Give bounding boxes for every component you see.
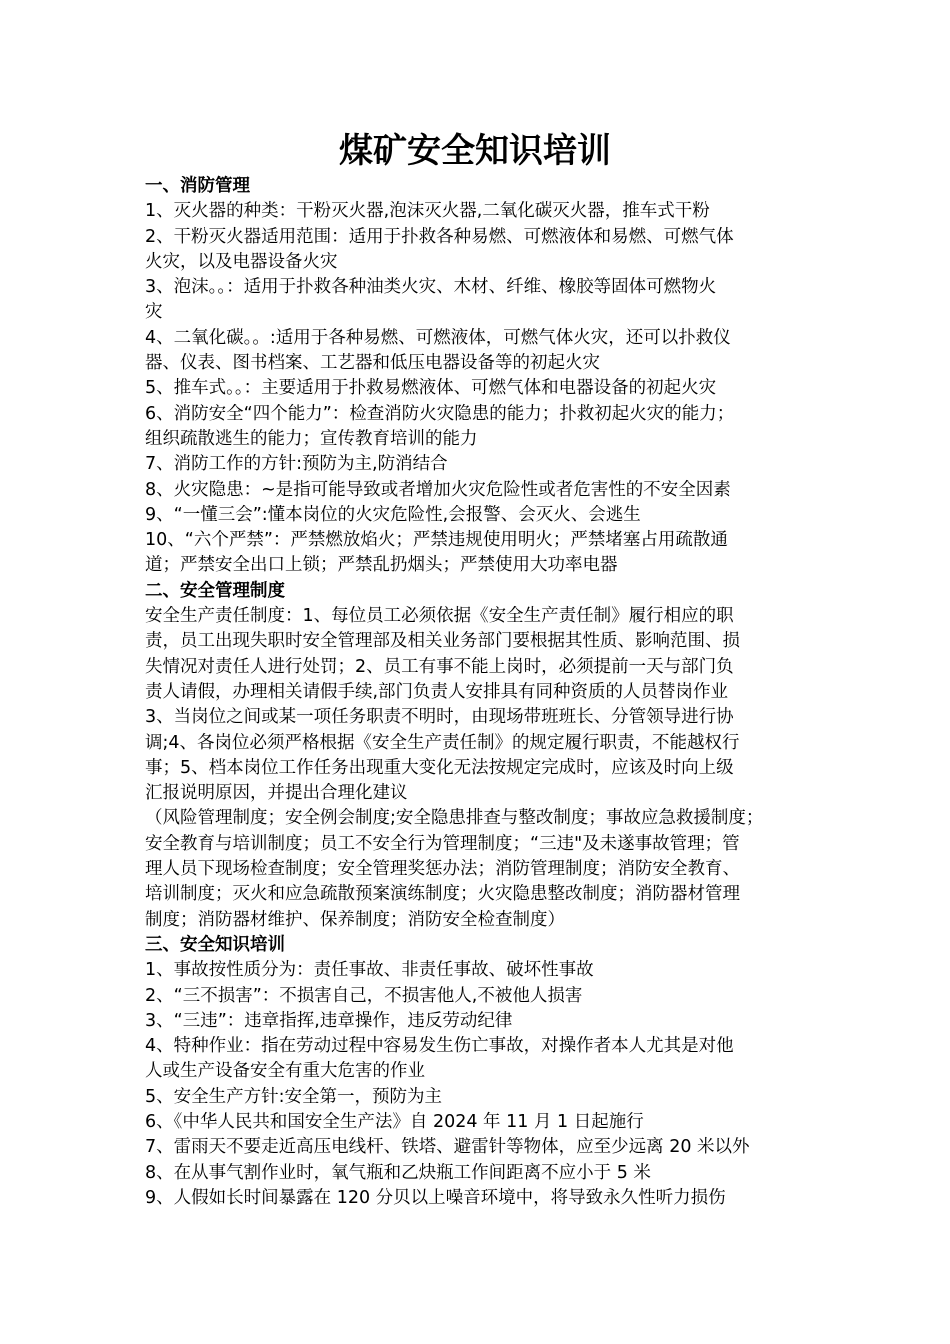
- text-line: 3、当岗位之间或某一项任务职责不明时，由现场带班班长、分管领导进行协: [145, 707, 734, 728]
- text-line: 灾: [145, 302, 163, 323]
- text-line: 8、在从事气割作业时，氧气瓶和乙炔瓶工作间距离不应小于 5 米: [145, 1162, 651, 1183]
- document-body: [145, 174, 810, 1211]
- text-line: 6、消防安全“四个能力”：检查消防火灾隐患的能力；扑救初起火灾的能力；: [145, 403, 735, 424]
- text-line: 8、火灾隐患：~是指可能导致或者增加火灾危险性或者危害性的不安全因素: [145, 479, 731, 500]
- text-line: 4、二氧化碳。。:适用于各种易燃、可燃液体，可燃气体火灾，还可以扑救仪: [145, 327, 731, 348]
- section-heading: 一、消防管理: [145, 176, 250, 196]
- text-line: 安全生产责任制度：1、每位员工必须依据《安全生产责任制》履行相应的职: [145, 606, 734, 627]
- text-line: 2、干粉灭火器适用范围：适用于扑救各种易燃、可燃液体和易燃、可燃气体: [145, 226, 734, 247]
- text-line: 1、灭火器的种类：干粉灭火器,泡沫灭火器,二氧化碳灭火器，推车式干粉: [145, 201, 710, 222]
- section-heading: 二、安全管理制度: [145, 580, 285, 601]
- text-line: 制度；消防器材维护、保养制度；消防安全检查制度）: [145, 909, 565, 930]
- document-title: 煤矿安全知识培训: [339, 131, 611, 171]
- text-line: 调;4、各岗位必须严格根据《安全生产责任制》的规定履行职责，不能越权行: [145, 732, 740, 753]
- text-line: 9、“一懂三会”:懂本岗位的火灾危险性,会报警、会灭火、会逃生: [145, 504, 641, 525]
- text-line: 火灾，以及电器设备火灾: [145, 251, 338, 272]
- text-line: （风险管理制度；安全例会制度;安全隐患排查与整改制度；事故应急救援制度；: [145, 808, 764, 829]
- text-line: 10、“六个严禁”：严禁燃放焰火；严禁违规使用明火；严禁堵塞占用疏散通: [145, 530, 728, 551]
- text-line: 7、消防工作的方针:预防为主,防消结合: [145, 454, 448, 475]
- text-line: 2、“三不损害”：不损害自己，不损害他人,不被他人损害: [145, 985, 583, 1006]
- text-line: 3、泡沫。。：适用于扑救各种油类火灾、木材、纤维、橡胶等固体可燃物火: [145, 277, 717, 298]
- text-line: 理人员下现场检查制度；安全管理奖惩办法；消防管理制度；消防安全教育、: [145, 859, 740, 880]
- text-line: 7、雷雨天不要走近高压电线杆、铁塔、避雷针等物体，应至少远离 20 米以外: [145, 1137, 750, 1158]
- text-line: 5、推车式。。：主要适用于扑救易燃液体、可燃气体和电器设备的初起火灾: [145, 378, 717, 399]
- text-line: 责，员工出现失职时安全管理部及相关业务部门要根据其性质、影响范围、损: [145, 631, 740, 652]
- text-line: 安全教育与培训制度；员工不安全行为管理制度；“三违"及未遂事故管理；管: [145, 833, 740, 854]
- text-line: 6、《中华人民共和国安全生产法》自 2024 年 11 月 1 日起施行: [145, 1111, 644, 1132]
- text-line: 4、特种作业：指在劳动过程中容易发生伤亡事故，对操作者本人尤其是对他: [145, 1036, 734, 1057]
- text-line: 3、“三违”：违章指挥,违章操作，违反劳动纪律: [145, 1010, 513, 1031]
- text-line: 汇报说明原因，并提出合理化建议: [145, 783, 408, 804]
- text-line: 器、仪表、图书档案、工艺器和低压电器设备等的初起火灾: [145, 353, 600, 374]
- text-line: 组织疏散逃生的能力；宣传教育培训的能力: [145, 428, 478, 449]
- text-line: 培训制度；灭火和应急疏散预案演练制度；火灾隐患整改制度；消防器材管理: [145, 884, 740, 905]
- text-line: 事；5、档本岗位工作任务出现重大变化无法按规定完成时，应该及时向上级: [145, 757, 734, 778]
- text-line: 1、事故按性质分为：责任事故、非责任事故、破坏性事故: [145, 960, 594, 981]
- text-line: 5、安全生产方针:安全第一，预防为主: [145, 1086, 443, 1107]
- text-line: 责人请假，办理相关请假手续,部门负责人安排具有同种资质的人员替岗作业: [145, 681, 729, 702]
- text-line: 人或生产设备安全有重大危害的作业: [145, 1061, 425, 1082]
- text-line: 9、人假如长时间暴露在 120 分贝以上噪音环境中，将导致永久性听力损伤: [145, 1187, 726, 1208]
- text-line: 失情况对责任人进行处罚；2、员工有事不能上岗时，必须提前一天与部门负: [145, 656, 734, 677]
- text-line: 道；严禁安全出口上锁；严禁乱扔烟头；严禁使用大功率电器: [145, 555, 618, 576]
- section-heading: 三、安全知识培训: [145, 934, 285, 955]
